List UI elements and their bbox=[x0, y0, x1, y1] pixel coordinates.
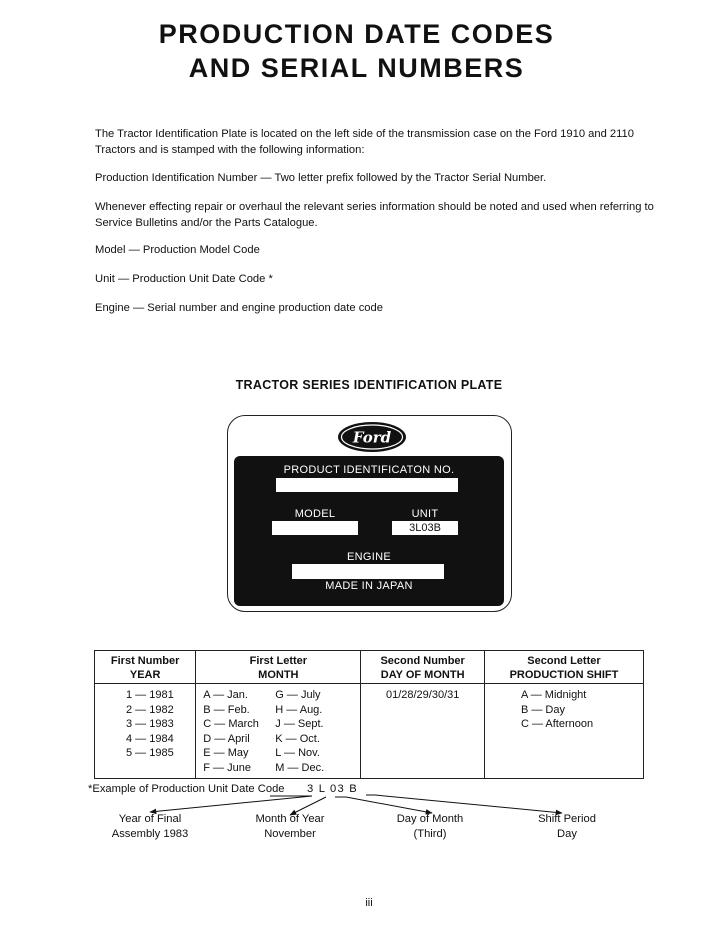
example-code: 3 L 03 B bbox=[307, 783, 358, 795]
month-item: G — July bbox=[275, 689, 321, 701]
month-item: K — Oct. bbox=[275, 732, 320, 745]
shift-item: A — Midnight bbox=[520, 689, 587, 701]
plate-heading: TRACTOR SERIES IDENTIFICATION PLATE bbox=[235, 378, 503, 392]
shift-item: B — Day bbox=[520, 703, 565, 716]
day-values: 01/28/29/30/31 bbox=[385, 689, 460, 701]
month-item: H — Aug. bbox=[275, 703, 323, 716]
product-id-label: PRODUCT IDENTIFICATON NO. bbox=[283, 464, 455, 476]
paragraph-engine: Engine — Serial number and engine production date code bbox=[95, 302, 383, 314]
page-number: iii bbox=[365, 897, 373, 909]
year-item: 3 — 1983 bbox=[126, 718, 174, 730]
label-day: Day of Month (Third) bbox=[396, 813, 464, 840]
engine-label: ENGINE bbox=[347, 551, 391, 563]
header-day: Second Number DAY OF MONTH bbox=[361, 651, 485, 684]
label-year: Year of Final Assembly 1983 bbox=[111, 813, 189, 840]
month-item: C — March bbox=[203, 718, 259, 730]
ford-logo-text: Ford bbox=[352, 428, 392, 447]
paragraph-model: Model — Production Model Code bbox=[95, 244, 260, 256]
month-item: A — Jan. bbox=[203, 689, 248, 701]
unit-field: 3L03B bbox=[392, 521, 458, 535]
month-item: L — Nov. bbox=[275, 747, 320, 759]
page-title-line-2: AND SERIAL NUMBERS bbox=[188, 53, 525, 83]
paragraph-location: The Tractor Identification Plate is located on the left side of the transmission case on the Ford 1910 and 2110 Tractors and is stamped with the following information: bbox=[95, 128, 634, 156]
model-label: MODEL bbox=[294, 508, 336, 520]
header-month: First Letter MONTH bbox=[196, 651, 361, 684]
shift-item: C — Afternoon bbox=[520, 718, 594, 730]
month-item: F — June bbox=[203, 761, 251, 774]
unit-label: UNIT bbox=[411, 508, 439, 520]
header-shift: Second Letter PRODUCTION SHIFT bbox=[484, 651, 643, 684]
example-text: *Example of Production Unit Date Code bbox=[88, 783, 285, 795]
page-title-line-1: PRODUCTION DATE CODES bbox=[158, 19, 555, 49]
month-item: D — April bbox=[203, 732, 250, 745]
month-item: J — Sept. bbox=[275, 718, 324, 730]
month-item: M — Dec. bbox=[275, 761, 325, 774]
label-shift: Shift Period Day bbox=[538, 813, 596, 840]
year-item: 4 — 1984 bbox=[126, 732, 174, 745]
month-item: B — Feb. bbox=[203, 703, 250, 716]
year-item: 2 — 1982 bbox=[126, 703, 174, 716]
paragraph-production-id: Production Identification Number — Two letter prefix followed by the Tractor Serial Number. bbox=[95, 172, 547, 184]
made-in-label: MADE IN JAPAN bbox=[325, 580, 413, 592]
paragraph-repair-note: Whenever effecting repair or overhaul the relevant series information should be noted and used when referring to Service Bulletins and/or the Parts Catalogue. bbox=[95, 201, 654, 229]
paragraph-unit: Unit — Production Unit Date Code * bbox=[95, 273, 273, 285]
month-item: E — May bbox=[203, 747, 249, 759]
year-item: 5 — 1985 bbox=[126, 747, 174, 759]
year-item: 1 — 1981 bbox=[126, 689, 174, 701]
label-month: Month of Year November bbox=[255, 813, 325, 840]
header-year: First Number YEAR bbox=[95, 651, 196, 684]
